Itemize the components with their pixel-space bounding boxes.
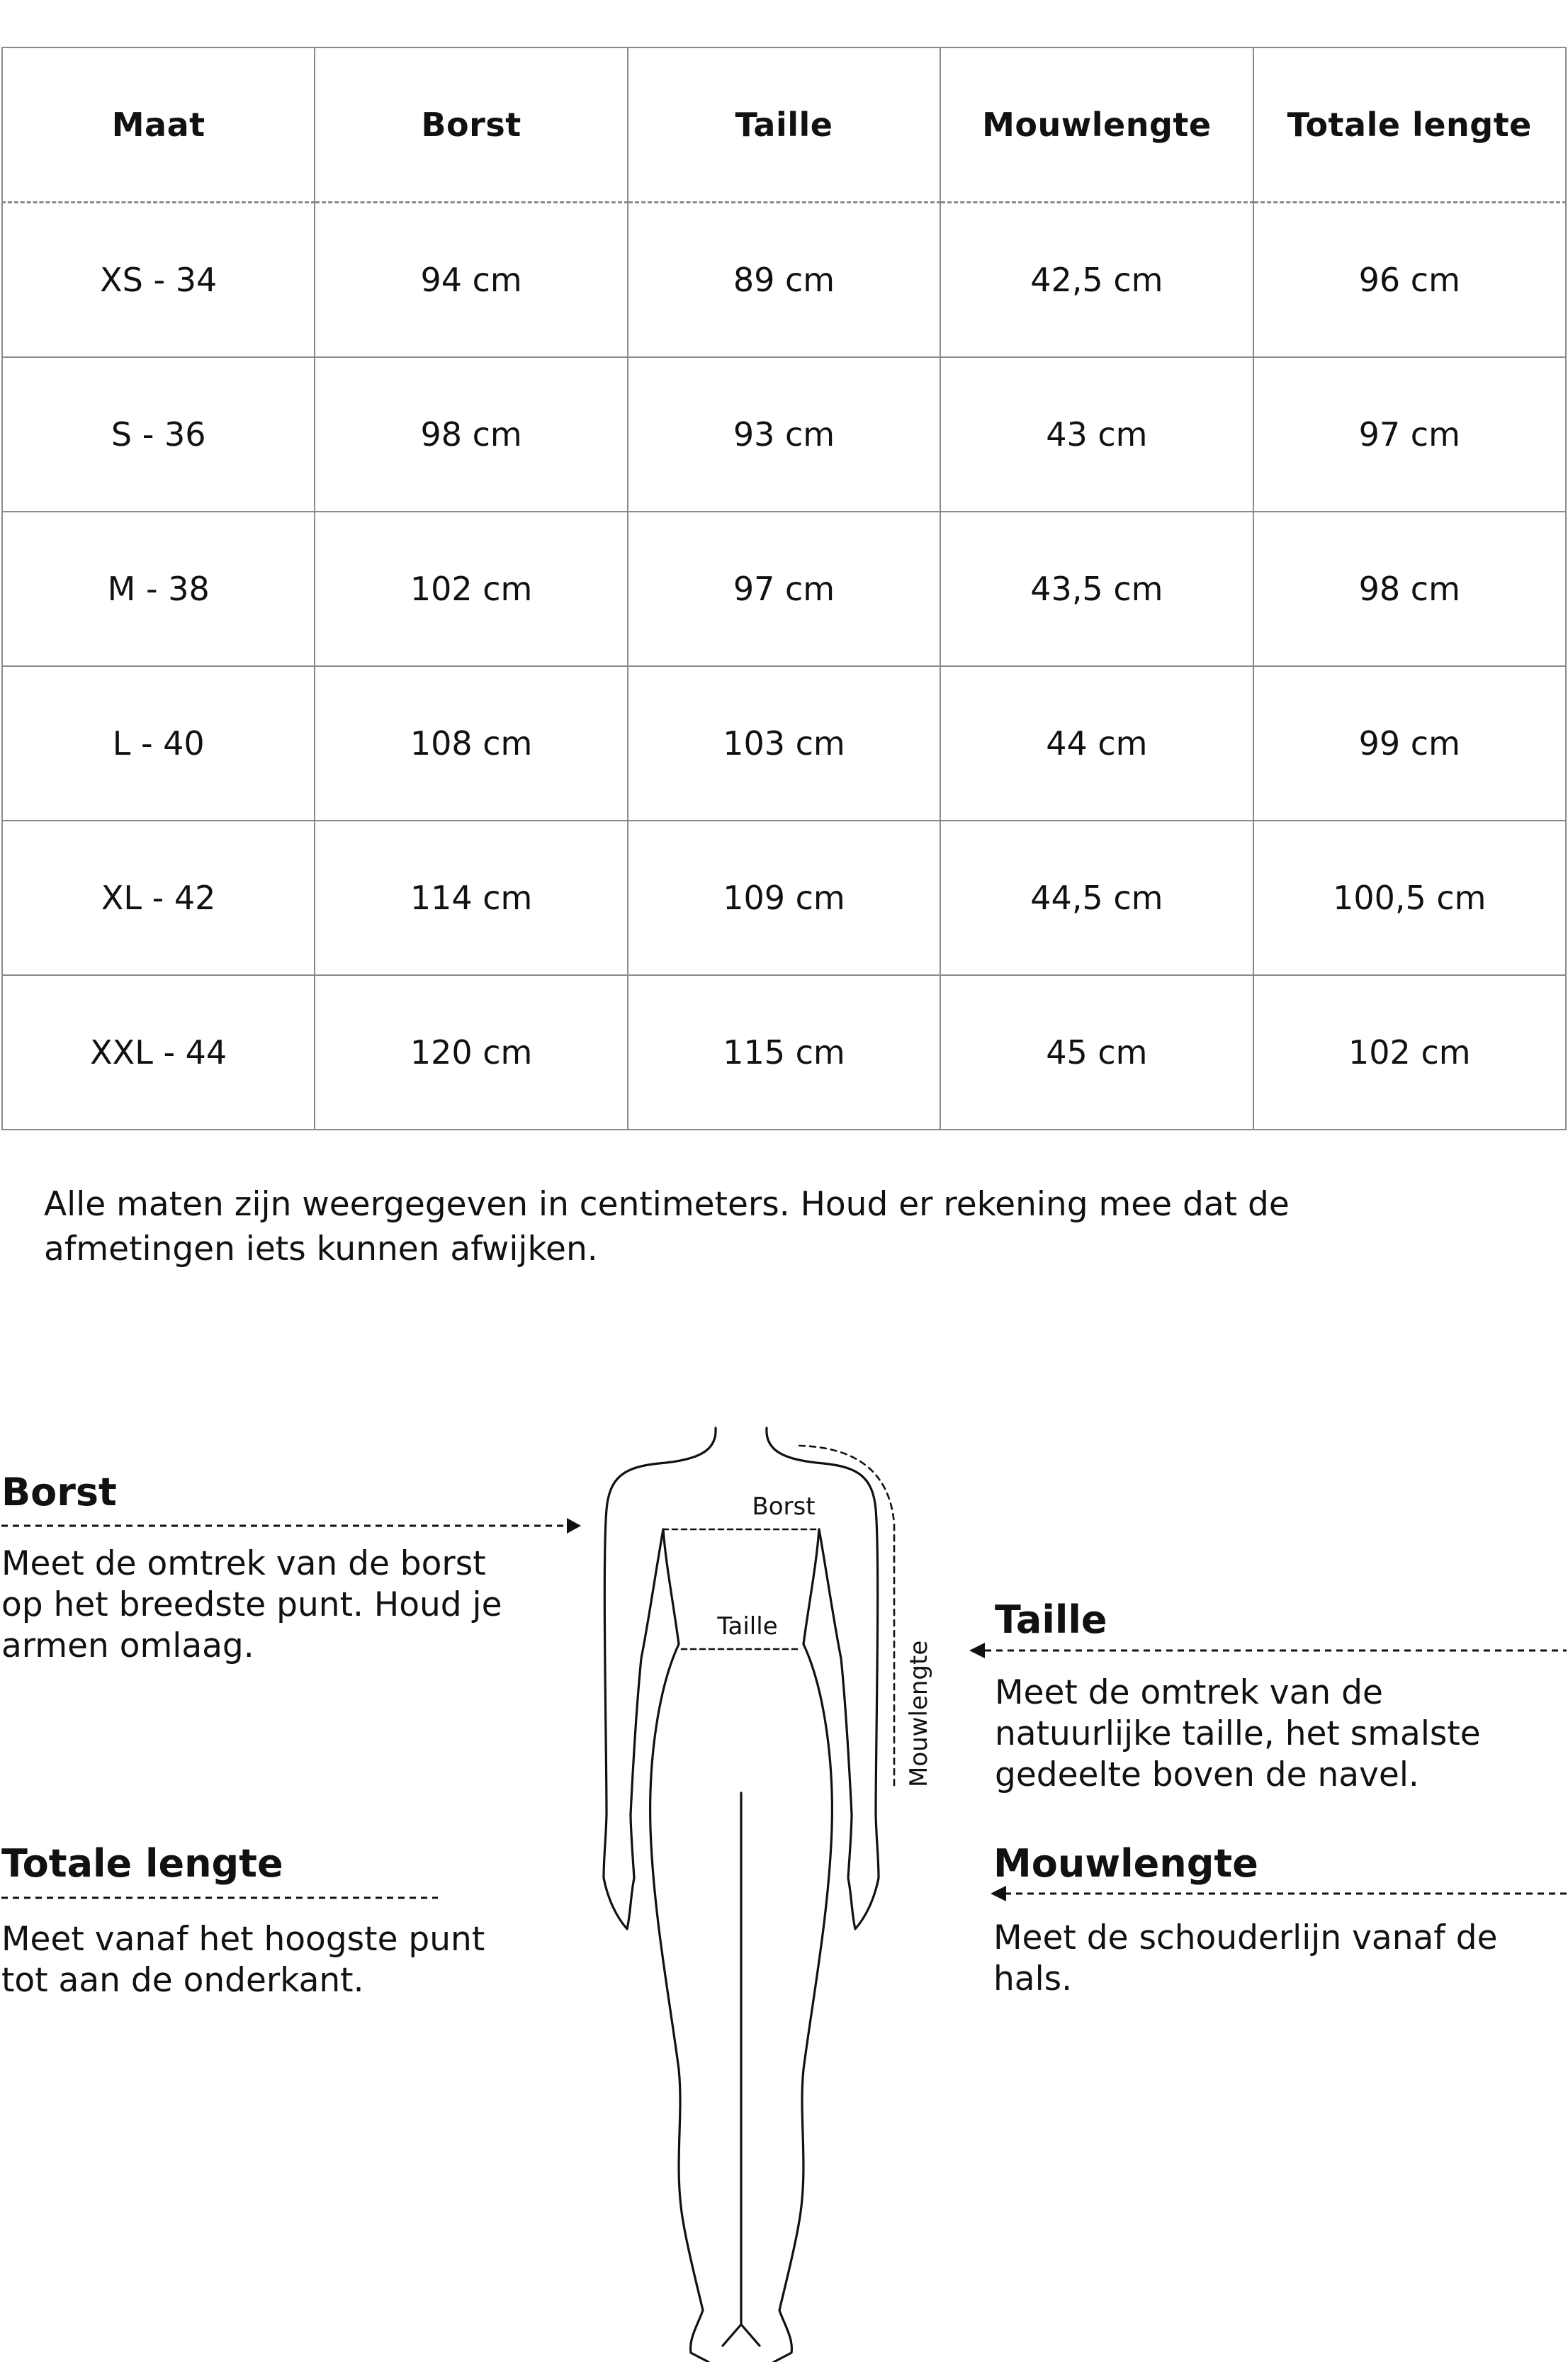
table-cell: 43 cm [940, 357, 1253, 512]
table-cell: 97 cm [1253, 357, 1566, 512]
borst-description [1, 1543, 502, 1667]
table-row [2, 203, 1566, 358]
table-cell: 96 cm [1253, 203, 1566, 358]
table-cell: 115 cm [628, 975, 940, 1130]
table-row [2, 357, 1566, 512]
table-cell: 102 cm [315, 512, 627, 666]
totale-lengte-title: Totale lengte [1, 1841, 283, 1886]
table-row [2, 975, 1566, 1130]
table-cell: XXL - 44 [2, 975, 315, 1130]
table-cell: 98 cm [1253, 512, 1566, 666]
mouwlengte-arrow-icon [991, 1886, 1006, 1901]
table-header-row [2, 47, 1566, 203]
note-line-2: afmetingen iets kunnen afwijken. [44, 1230, 598, 1269]
column-header-taille: Taille [628, 47, 940, 203]
table-cell: 98 cm [315, 357, 627, 512]
taille-arrow-icon [969, 1643, 985, 1658]
table-cell: 100,5 cm [1253, 821, 1566, 975]
taille-line-1: Meet de omtrek van de [995, 1673, 1383, 1712]
table-cell: 99 cm [1253, 666, 1566, 821]
measurement-note [44, 1182, 1461, 1271]
table-cell: 103 cm [628, 666, 940, 821]
column-header-borst: Borst [315, 47, 627, 203]
table-cell: XL - 42 [2, 821, 315, 975]
table-cell: 108 cm [315, 666, 627, 821]
borst-line-1: Meet de omtrek van de borst [1, 1544, 486, 1583]
totale-lengte-line-2: tot aan de onderkant. [1, 1961, 364, 2000]
table-row [2, 821, 1566, 975]
table-row [2, 666, 1566, 821]
table-cell: 43,5 cm [940, 512, 1253, 666]
note-line-1: Alle maten zijn weergegeven in centimeters. Houd er rekening mee dat de [44, 1185, 1290, 1224]
table-cell: 42,5 cm [940, 203, 1253, 358]
mouwlengte-line-1: Meet de schouderlijn vanaf de [993, 1918, 1498, 1957]
size-table [1, 47, 1567, 1130]
taille-line-2: natuurlijke taille, het smalste [995, 1714, 1481, 1753]
table-cell: M - 38 [2, 512, 315, 666]
borst-line-3: armen omlaag. [1, 1626, 254, 1665]
body-outline-icon [604, 1428, 894, 2362]
table-cell: L - 40 [2, 666, 315, 821]
table-cell: 93 cm [628, 357, 940, 512]
table-cell: 109 cm [628, 821, 940, 975]
table-cell: S - 36 [2, 357, 315, 512]
borst-line-2: op het breedste punt. Houd je [1, 1585, 502, 1624]
mouwlengte-description [993, 1918, 1498, 2000]
table-cell: 44 cm [940, 666, 1253, 821]
totale-lengte-description [1, 1919, 485, 2001]
table-cell: 114 cm [315, 821, 627, 975]
borst-title: Borst [1, 1470, 117, 1514]
mouwlengte-line-2: hals. [993, 1959, 1073, 1998]
column-header-mouwlengte: Mouwlengte [940, 47, 1253, 203]
table-cell: 97 cm [628, 512, 940, 666]
figure-label-borst: Borst [752, 1492, 816, 1521]
taille-line-3: gedeelte boven de navel. [995, 1755, 1419, 1794]
taille-title: Taille [995, 1597, 1107, 1642]
column-header-totale-lengte: Totale lengte [1253, 47, 1566, 203]
totale-lengte-line-1: Meet vanaf het hoogste punt [1, 1920, 485, 1959]
figure-label-taille: Taille [717, 1612, 778, 1641]
taille-description [995, 1672, 1481, 1796]
table-cell: 44,5 cm [940, 821, 1253, 975]
table-cell: 120 cm [315, 975, 627, 1130]
figure-label-mouwlengte: Mouwlengte [905, 1640, 933, 1787]
table-cell: 89 cm [628, 203, 940, 358]
table-cell: XS - 34 [2, 203, 315, 358]
table-cell: 102 cm [1253, 975, 1566, 1130]
borst-arrow-icon [567, 1518, 581, 1534]
table-cell: 45 cm [940, 975, 1253, 1130]
column-header-maat: Maat [2, 47, 315, 203]
table-row [2, 512, 1566, 666]
table-cell: 94 cm [315, 203, 627, 358]
mouwlengte-title: Mouwlengte [993, 1841, 1258, 1886]
